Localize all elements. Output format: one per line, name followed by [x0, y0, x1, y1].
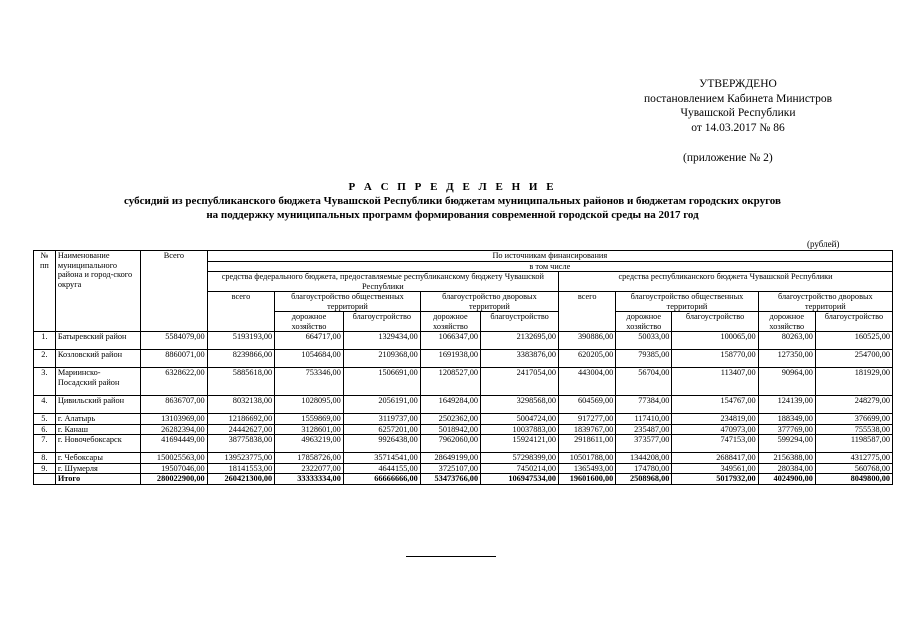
row-name: г. Алатырь [55, 414, 140, 425]
cell: 1649284,00 [420, 396, 480, 414]
row-name: Цивильский район [55, 396, 140, 414]
cell: 17858726,00 [275, 453, 344, 464]
approval-line: Чувашской Республики [680, 107, 796, 119]
cell: 154767,00 [672, 396, 758, 414]
document-title: Р А С П Р Е Д Е Л Е Н И Е [348, 181, 557, 193]
row-num: 8. [34, 453, 56, 464]
cell: 10501788,00 [559, 453, 616, 464]
cell: 26282394,00 [141, 424, 208, 435]
cell: 35714541,00 [343, 453, 420, 464]
cell: 248279,00 [815, 396, 892, 414]
cell: 3725107,00 [420, 463, 480, 474]
cell: 8860071,00 [141, 350, 208, 368]
cell: 1559869,00 [275, 414, 344, 425]
header-federal-all: всего [207, 292, 275, 332]
cell: 1198587,00 [815, 435, 892, 453]
distribution-table [33, 250, 893, 485]
cell: 8032138,00 [207, 396, 275, 414]
cell: 753346,00 [275, 368, 344, 396]
cell: 28649199,00 [420, 453, 480, 464]
cell: 7962060,00 [420, 435, 480, 453]
cell: 377769,00 [758, 424, 815, 435]
row-name: Козловский район [55, 350, 140, 368]
cell: 755538,00 [815, 424, 892, 435]
cell: 599294,00 [758, 435, 815, 453]
cell: 174780,00 [616, 463, 672, 474]
cell: 620205,00 [559, 350, 616, 368]
cell: 2918611,00 [559, 435, 616, 453]
cell: 4644155,00 [343, 463, 420, 474]
approval-line: постановлением Кабинета Министров [643, 92, 833, 105]
cell: 4963219,00 [275, 435, 344, 453]
cell: 280384,00 [758, 463, 815, 474]
cell: 2132695,00 [481, 332, 559, 350]
cell: 234819,00 [672, 414, 758, 425]
cell: 41694449,00 [141, 435, 208, 453]
cell: 470973,00 [672, 424, 758, 435]
cell: 6328622,00 [141, 368, 208, 396]
table-row [34, 463, 893, 474]
cell: 1028095,00 [275, 396, 344, 414]
cell: 188349,00 [758, 414, 815, 425]
cell: 2056191,00 [343, 396, 420, 414]
cell: 2156388,00 [758, 453, 815, 464]
table-row [34, 453, 893, 464]
cell: 80263,00 [758, 332, 815, 350]
approval-block [628, 77, 848, 135]
table-row [34, 350, 893, 368]
row-name: Мариинско-Посадский район [55, 368, 140, 396]
header-improvement: благоустройство [481, 312, 559, 332]
cell: 1506691,00 [343, 368, 420, 396]
cell: 53473766,00 [420, 474, 480, 485]
row-num: 3. [34, 368, 56, 396]
cell: 79385,00 [616, 350, 672, 368]
header-num: № пп [34, 251, 56, 332]
cell: 8049800,00 [815, 474, 892, 485]
cell: 235487,00 [616, 424, 672, 435]
cell: 1344208,00 [616, 453, 672, 464]
cell: 5004724,00 [481, 414, 559, 425]
cell: 2417054,00 [481, 368, 559, 396]
row-num: 5. [34, 414, 56, 425]
table-row [34, 396, 893, 414]
cell: 100065,00 [672, 332, 758, 350]
table-row [34, 435, 893, 453]
subtitle-line: субсидий из республиканского бюджета Чувашской Республики бюджетам муниципальных районов и бюджетам городских округов [124, 195, 781, 207]
total-label: Итого [55, 474, 140, 485]
cell: 2322077,00 [275, 463, 344, 474]
cell: 1365493,00 [559, 463, 616, 474]
cell: 19507046,00 [141, 463, 208, 474]
row-num: 4. [34, 396, 56, 414]
cell: 7450214,00 [481, 463, 559, 474]
cell: 2688417,00 [672, 453, 758, 464]
cell: 66666666,00 [343, 474, 420, 485]
cell: 349561,00 [672, 463, 758, 474]
cell: 57298399,00 [481, 453, 559, 464]
row-num [34, 474, 56, 485]
cell: 56704,00 [616, 368, 672, 396]
header-name: Наименование муниципального района и город-ского округа [55, 251, 140, 332]
header-republic: средства республиканского бюджета Чувашской Республики [559, 272, 893, 292]
cell: 2109368,00 [343, 350, 420, 368]
table-row [34, 332, 893, 350]
cell: 15924121,00 [481, 435, 559, 453]
cell: 106947534,00 [481, 474, 559, 485]
header-republic-public: благоустройство общественных территорий [616, 292, 758, 312]
cell: 4312775,00 [815, 453, 892, 464]
cell: 2508968,00 [616, 474, 672, 485]
table-row [34, 424, 893, 435]
header-including: в том числе [207, 261, 892, 272]
header-improvement: благоустройство [815, 312, 892, 332]
units-label: (рублей) [807, 239, 840, 249]
cell: 113407,00 [672, 368, 758, 396]
cell: 3298568,00 [481, 396, 559, 414]
cell: 1839767,00 [559, 424, 616, 435]
row-name: г. Шумерля [55, 463, 140, 474]
header-road: дорожное хозяйство [758, 312, 815, 332]
cell: 3128601,00 [275, 424, 344, 435]
cell: 6257201,00 [343, 424, 420, 435]
cell: 917277,00 [559, 414, 616, 425]
appendix-note: (приложение № 2) [683, 152, 773, 164]
cell: 18141553,00 [207, 463, 275, 474]
row-name: г. Новочебоксарск [55, 435, 140, 453]
header-improvement: благоустройство [343, 312, 420, 332]
cell: 747153,00 [672, 435, 758, 453]
cell: 254700,00 [815, 350, 892, 368]
subtitle-line: на поддержку муниципальных программ формирования современной городской среды на 2017 год [206, 208, 699, 221]
cell: 443004,00 [559, 368, 616, 396]
row-num: 2. [34, 350, 56, 368]
cell: 13103969,00 [141, 414, 208, 425]
approval-date: от 14.03.2017 № 86 [691, 121, 785, 134]
end-divider [406, 556, 496, 557]
cell: 1208527,00 [420, 368, 480, 396]
header-federal: средства федерального бюджета, предоставляемые республиканскому бюджету Чувашской Республики [207, 272, 558, 292]
cell: 1691938,00 [420, 350, 480, 368]
cell: 280022900,00 [141, 474, 208, 485]
header-republic-all: всего [559, 292, 616, 332]
cell: 181929,00 [815, 368, 892, 396]
cell: 124139,00 [758, 396, 815, 414]
cell: 127350,00 [758, 350, 815, 368]
cell: 5017932,00 [672, 474, 758, 485]
table-row [34, 414, 893, 425]
cell: 604569,00 [559, 396, 616, 414]
cell: 2502362,00 [420, 414, 480, 425]
cell: 5193193,00 [207, 332, 275, 350]
cell: 260421300,00 [207, 474, 275, 485]
row-num: 9. [34, 463, 56, 474]
row-num: 7. [34, 435, 56, 453]
cell: 160525,00 [815, 332, 892, 350]
cell: 117410,00 [616, 414, 672, 425]
cell: 77384,00 [616, 396, 672, 414]
cell: 664717,00 [275, 332, 344, 350]
cell: 12186692,00 [207, 414, 275, 425]
header-republic-yards: благоустройство дворовых территорий [758, 292, 892, 312]
cell: 1329434,00 [343, 332, 420, 350]
row-name: г. Канаш [55, 424, 140, 435]
cell: 33333334,00 [275, 474, 344, 485]
row-num: 6. [34, 424, 56, 435]
cell: 50033,00 [616, 332, 672, 350]
header-sources: По источникам финансирования [207, 251, 892, 262]
total-row [34, 474, 893, 485]
cell: 560768,00 [815, 463, 892, 474]
header-total: Всего [141, 251, 208, 332]
cell: 139523775,00 [207, 453, 275, 464]
cell: 10037883,00 [481, 424, 559, 435]
cell: 1066347,00 [420, 332, 480, 350]
header-federal-yards: благоустройство дворовых территорий [420, 292, 558, 312]
header-improvement: благоустройство [672, 312, 758, 332]
cell: 90964,00 [758, 368, 815, 396]
document-subtitle [0, 195, 905, 222]
header-road: дорожное хозяйство [616, 312, 672, 332]
cell: 5885618,00 [207, 368, 275, 396]
row-name: Батыревский район [55, 332, 140, 350]
cell: 8636707,00 [141, 396, 208, 414]
header-federal-public: благоустройство общественных территорий [275, 292, 421, 312]
cell: 390886,00 [559, 332, 616, 350]
header-road: дорожное хозяйство [275, 312, 344, 332]
cell: 8239866,00 [207, 350, 275, 368]
row-num: 1. [34, 332, 56, 350]
cell: 38775838,00 [207, 435, 275, 453]
row-name: г. Чебоксары [55, 453, 140, 464]
cell: 3383876,00 [481, 350, 559, 368]
cell: 9926438,00 [343, 435, 420, 453]
cell: 158770,00 [672, 350, 758, 368]
cell: 4024900,00 [758, 474, 815, 485]
cell: 373577,00 [616, 435, 672, 453]
header-road: дорожное хозяйство [420, 312, 480, 332]
cell: 3119737,00 [343, 414, 420, 425]
cell: 24442627,00 [207, 424, 275, 435]
cell: 19601600,00 [559, 474, 616, 485]
cell: 150025563,00 [141, 453, 208, 464]
header-row [34, 251, 893, 262]
cell: 1054684,00 [275, 350, 344, 368]
cell: 5018942,00 [420, 424, 480, 435]
cell: 5584079,00 [141, 332, 208, 350]
approval-title: УТВЕРЖДЕНО [699, 78, 777, 90]
cell: 376699,00 [815, 414, 892, 425]
table-row [34, 368, 893, 396]
